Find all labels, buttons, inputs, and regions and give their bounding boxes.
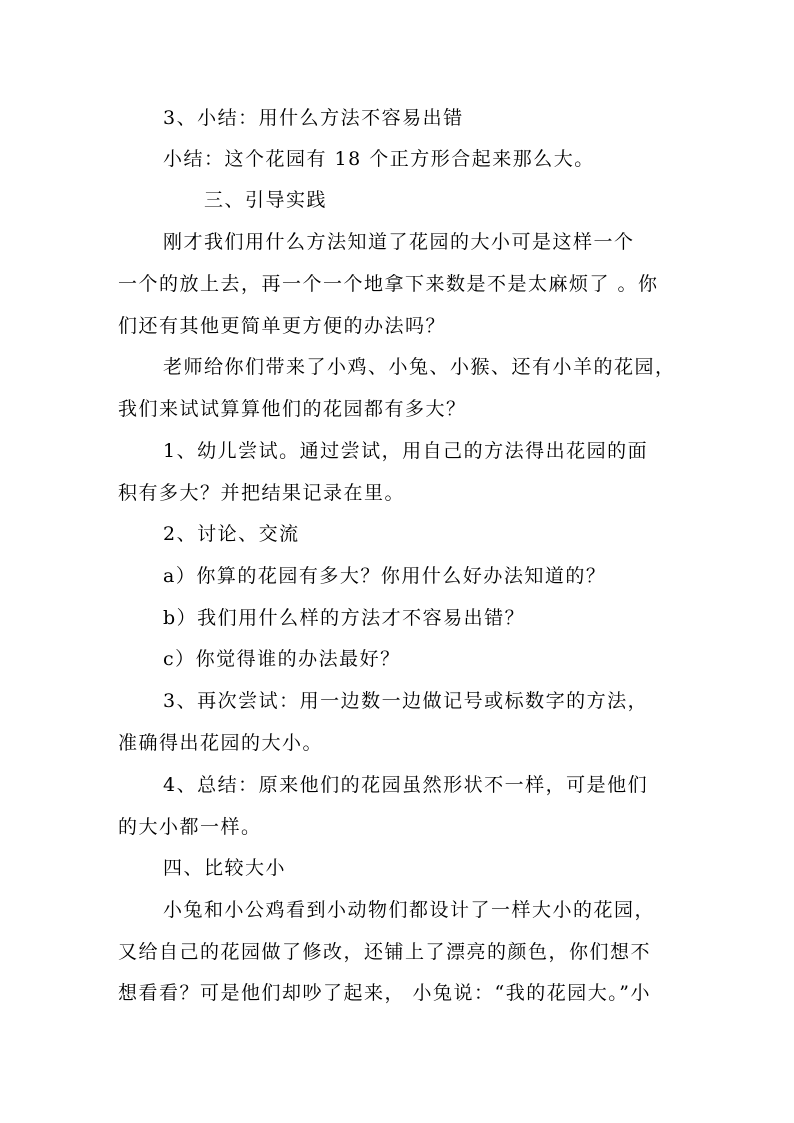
text-line: 1、幼儿尝试。通过尝试，用自己的方法得出花园的面 [163, 440, 649, 462]
text-line: 积有多大？并把结果记录在里。 [118, 482, 406, 504]
text-line: 又给自己的花园做了修改，还铺上了漂亮的颜色，你们想不 [118, 941, 652, 963]
text-line: 小兔和小公鸡看到小动物们都设计了一样大小的花园， [163, 899, 656, 921]
section-heading: 三、引导实践 [204, 189, 328, 211]
text-line: 想看看？可是他们却吵了起来， 小兔说：“我的花园大。”小 [118, 982, 651, 1004]
text-line: 准确得出花园的大小。 [118, 732, 324, 754]
text-line: 3、小结：用什么方法不容易出错 [163, 107, 464, 129]
text-line: 小结：这个花园有 18 个正方形合起来那么大。 [163, 148, 595, 170]
text-line: 一个的放上去，再一个一个地拿下来数是不是太麻烦了 。你 [118, 273, 659, 295]
text-line: 2、讨论、交流 [163, 523, 300, 545]
text-line: 4、总结：原来他们的花园虽然形状不一样，可是他们 [163, 774, 649, 796]
text-line: 刚才我们用什么方法知道了花园的大小可是这样一个 [163, 231, 635, 253]
text-line: 我们来试试算算他们的花园都有多大？ [118, 398, 467, 420]
text-line: c）你觉得谁的办法最好？ [163, 648, 401, 670]
text-line: 的大小都一样。 [118, 816, 262, 838]
section-heading: 四、比较大小 [163, 857, 287, 879]
text-line: 老师给你们带来了小鸡、小兔、小猴、还有小羊的花园， [163, 356, 676, 378]
text-line: 3、再次尝试：用一边数一边做记号或标数字的方法， [163, 690, 649, 712]
text-line: b）我们用什么样的方法才不容易出错？ [163, 607, 526, 629]
text-line: a）你算的花园有多大？你用什么好办法知道的？ [163, 565, 607, 587]
text-line: 们还有其他更简单更方便的办法吗？ [118, 315, 447, 337]
